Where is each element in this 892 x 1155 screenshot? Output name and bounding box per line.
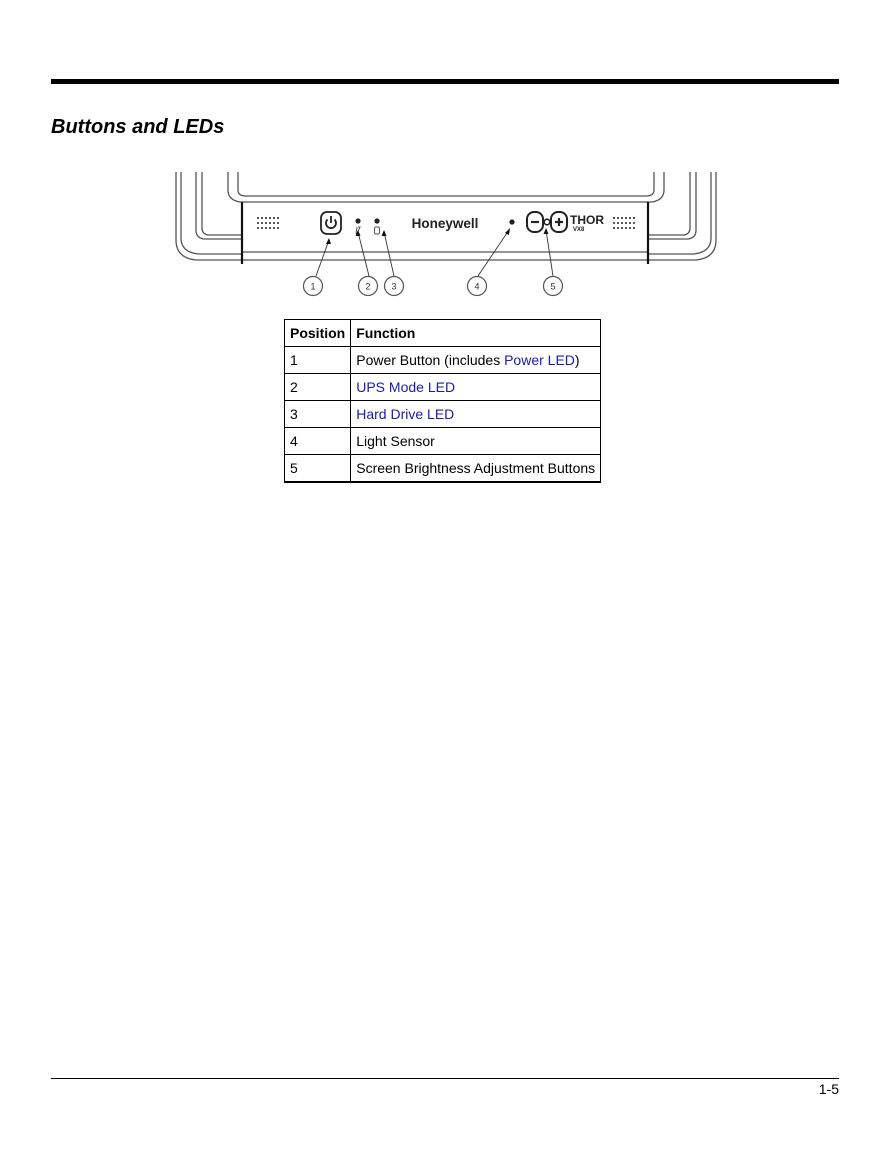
table-header-row bbox=[285, 320, 601, 347]
table-row bbox=[285, 455, 601, 483]
position-cell: 1 bbox=[285, 347, 351, 374]
ups-mode-led-link[interactable]: UPS Mode LED bbox=[356, 379, 456, 395]
function-cell bbox=[351, 401, 601, 428]
power-button-icon bbox=[321, 212, 341, 234]
position-cell: 4 bbox=[285, 428, 351, 455]
page-number: 1-5 bbox=[818, 1081, 839, 1097]
thor-logo: THOR bbox=[570, 213, 604, 227]
callout-5 bbox=[544, 277, 563, 296]
callout-1-label: 1 bbox=[310, 281, 316, 292]
hard-drive-led-icon bbox=[374, 218, 379, 234]
callout-2-label: 2 bbox=[365, 281, 371, 292]
function-cell: Screen Brightness Adjustment Buttons bbox=[351, 455, 601, 483]
table-row bbox=[285, 347, 601, 374]
header-position: Position bbox=[285, 320, 351, 347]
light-sensor-icon bbox=[509, 219, 514, 224]
table-row bbox=[285, 374, 601, 401]
header-function: Function bbox=[351, 320, 601, 347]
header-rule bbox=[51, 79, 839, 84]
table-row bbox=[285, 428, 601, 455]
function-cell bbox=[351, 374, 601, 401]
honeywell-logo: Honeywell bbox=[411, 216, 479, 231]
vx8-logo: VX8 bbox=[573, 227, 585, 233]
hard-drive-led-link[interactable]: Hard Drive LED bbox=[356, 406, 455, 422]
callout-1 bbox=[304, 277, 323, 296]
function-cell: Light Sensor bbox=[351, 428, 601, 455]
buttons-leds-table bbox=[284, 319, 601, 483]
callout-3 bbox=[385, 277, 404, 296]
position-cell: 3 bbox=[285, 401, 351, 428]
position-cell: 2 bbox=[285, 374, 351, 401]
section-title: Buttons and LEDs bbox=[51, 116, 225, 138]
function-text: ) bbox=[574, 352, 580, 368]
speaker-grille-left-icon bbox=[257, 217, 279, 229]
function-cell bbox=[351, 347, 601, 374]
callout-3-label: 3 bbox=[391, 281, 397, 292]
footer-rule bbox=[51, 1078, 839, 1079]
function-text: Power Button (includes bbox=[356, 352, 505, 368]
position-cell: 5 bbox=[285, 455, 351, 483]
callout-5-label: 5 bbox=[550, 281, 556, 292]
table-row bbox=[285, 401, 601, 428]
callout-4-label: 4 bbox=[474, 281, 480, 292]
power-led-link[interactable]: Power LED bbox=[504, 352, 575, 368]
brightness-buttons-icon bbox=[527, 212, 567, 232]
callout-4 bbox=[468, 277, 487, 296]
callout-2 bbox=[359, 277, 378, 296]
device-front-panel-figure bbox=[172, 168, 720, 300]
speaker-grille-right-icon bbox=[613, 217, 635, 229]
